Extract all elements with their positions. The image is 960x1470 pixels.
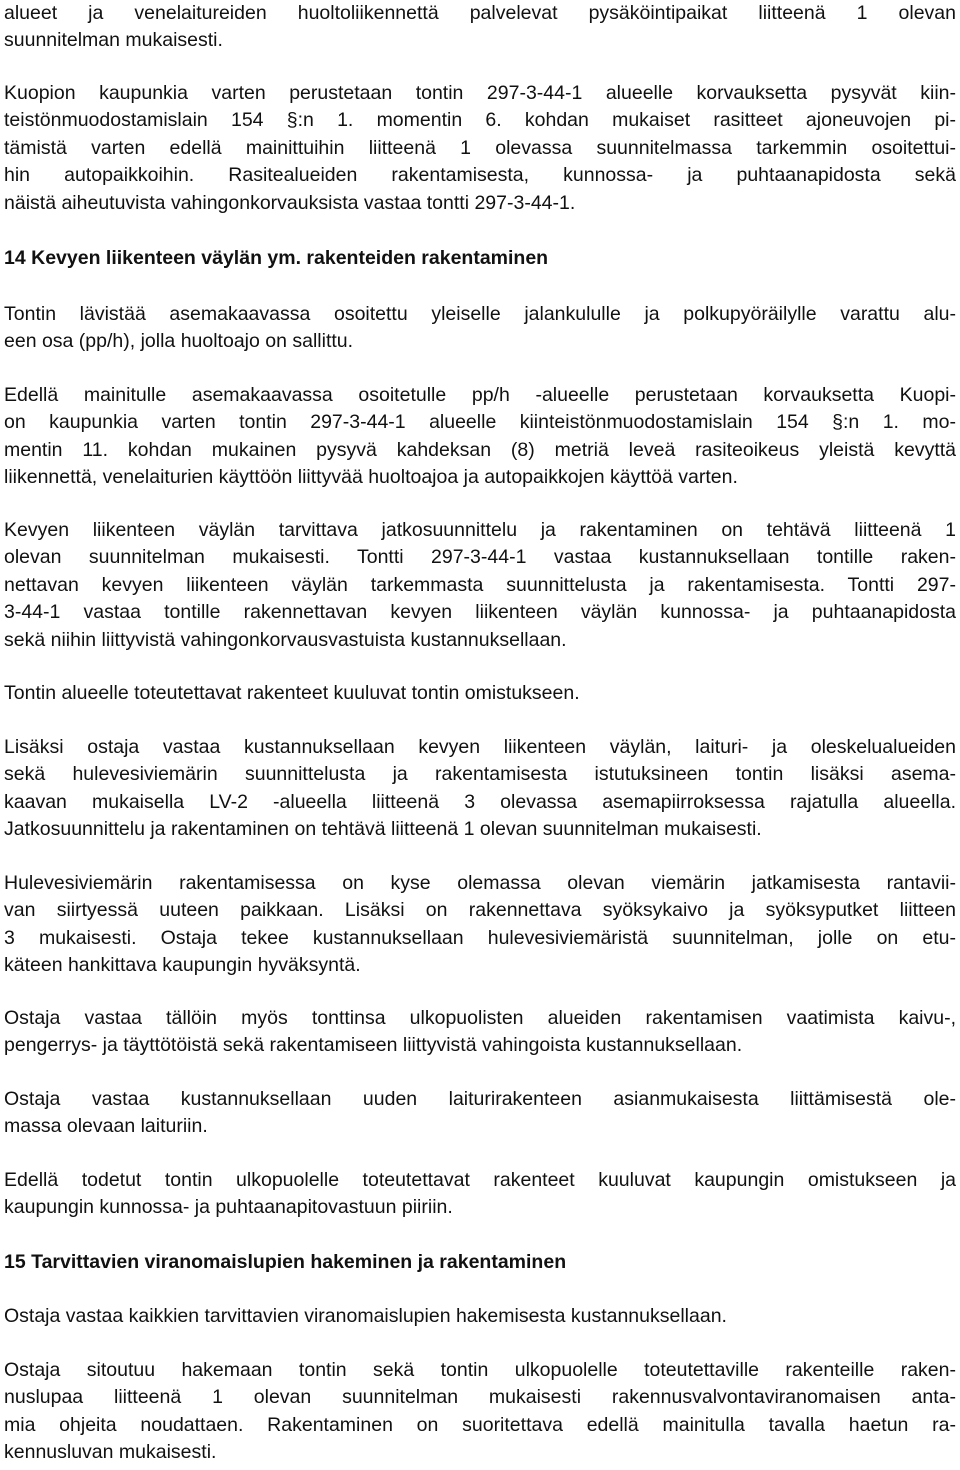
text-line: 3 mukaisesti. Ostaja tekee kustannuksellaan hulevesiviemäristä suunnitelman, jolle on etu- bbox=[4, 926, 956, 949]
heading-text: 14 Kevyen liikenteen väylän ym. rakenteiden rakentaminen bbox=[4, 247, 549, 269]
text-line: kennusluvan mukaisesti. bbox=[4, 1441, 217, 1464]
text-line: Jatkosuunnittelu ja rakentaminen on tehtävä liitteenä 1 olevan suunnitelman mukaisesti. bbox=[4, 818, 762, 841]
text-line: on kaupunkia varten tontin 297-3-44-1 alueelle kiinteistönmuodostamislain 154 §:n 1. mo- bbox=[4, 411, 956, 434]
paragraph-storm-sewer bbox=[4, 870, 956, 980]
text-line: tämistä varten edellä mainittuihin liitteenä 1 olevassa suunnitelmassa tarkemmin osoitettui- bbox=[4, 136, 956, 159]
text-line: Ostaja vastaa kustannuksellaan uuden laiturirakenteen asianmukaisesta liittämisestä ole- bbox=[4, 1088, 956, 1110]
text-line: suunnitelman mukaisesti. bbox=[4, 29, 223, 52]
paragraph-additional-works bbox=[4, 734, 956, 844]
text-line: teistönmuodostamislain 154 §:n 1. momentin 6. kohdan mukaiset rasitteet ajoneuvojen pi- bbox=[4, 109, 956, 132]
paragraph-city-ownership bbox=[4, 1167, 956, 1222]
text-line: Tontin alueelle toteutettavat rakenteet kuuluvat tontin omistukseen. bbox=[4, 682, 580, 704]
text-line: hin autopaikkoihin. Rasitealueiden rakentamisesta, kunnossa- ja puhtaanapidosta sekä bbox=[4, 164, 956, 187]
paragraph-ownership bbox=[4, 680, 956, 707]
paragraph-permits bbox=[4, 1303, 956, 1330]
paragraph-right-of-way bbox=[4, 382, 956, 492]
heading-text: 15 Tarvittavien viranomaislupien hakeminen ja rakentaminen bbox=[4, 1251, 567, 1273]
paragraph-parking-spaces bbox=[4, 0, 956, 55]
section-heading-15 bbox=[4, 1249, 956, 1276]
text-line: Edellä mainitulle asemakaavassa osoitetulle pp/h -alueelle perustetaan korvauksetta Kuopi- bbox=[4, 384, 956, 406]
text-line: Kuopion kaupunkia varten perustetaan tontin 297-3-44-1 alueelle korvauksetta pysyvät kiin- bbox=[4, 82, 956, 104]
text-line: Tontin lävistää asemakaavassa osoitettu yleiselle jalankululle ja polkupyöräilylle varattu alu- bbox=[4, 303, 956, 325]
text-line: kaupungin kunnossa- ja puhtaanapitovastuun piiriin. bbox=[4, 1196, 453, 1219]
text-line: van siirtyessä uuteen paikkaan. Lisäksi on rakennettava syöksykaivo ja syöksyputket liitteen bbox=[4, 899, 956, 922]
text-line: Lisäksi ostaja vastaa kustannuksellaan kevyen liikenteen väylän, laituri- ja oleskelualueiden bbox=[4, 736, 956, 758]
text-line: nettavan kevyen liikenteen väylän tarkemmasta suunnittelusta ja rakentamisesta. Tontti 297- bbox=[4, 573, 956, 596]
text-line: nuslupaa liitteenä 1 olevan suunnitelman mukaisesti rakennusvalvontaviranomaisen anta- bbox=[4, 1386, 956, 1409]
text-line: Ostaja vastaa kaikkien tarvittavien viranomaislupien hakemisesta kustannuksellaan. bbox=[4, 1305, 727, 1327]
text-line: Hulevesiviemärin rakentamisessa on kyse olemassa olevan viemärin jatkamisesta rantavii- bbox=[4, 872, 956, 894]
paragraph-pier-connection bbox=[4, 1086, 956, 1141]
paragraph-easements bbox=[4, 80, 956, 217]
paragraph-excavation bbox=[4, 1005, 956, 1060]
paragraph-pp-h-area bbox=[4, 301, 956, 356]
text-line: näistä aiheutuvista vahingonkorvauksista vastaa tontti 297-3-44-1. bbox=[4, 191, 576, 214]
text-line: käteen hankittava kaupungin hyväksyntä. bbox=[4, 954, 361, 977]
text-line: Kevyen liikenteen väylän tarvittava jatkosuunnittelu ja rakentaminen on tehtävä liitteenä 1 bbox=[4, 519, 956, 541]
text-line: Ostaja sitoutuu hakemaan tontin sekä tontin ulkopuolelle toteutettaville rakenteille raken- bbox=[4, 1359, 956, 1381]
text-line: massa olevaan laituriin. bbox=[4, 1115, 208, 1138]
text-line: liikennettä, venelaiturien käyttöön liittyvää huoltoajoa ja autopaikkojen käyttöä varten. bbox=[4, 466, 738, 489]
section-heading-14 bbox=[4, 245, 956, 272]
text-line: pengerrys- ja täyttötöistä sekä rakentamiseen liittyvistä vahingoista kustannuksellaan. bbox=[4, 1034, 743, 1057]
text-line: alueet ja venelaitureiden huoltoliikennettä palvelevat pysäköintipaikat liitteenä 1 olevan bbox=[4, 2, 956, 24]
text-line: Ostaja vastaa tällöin myös tonttinsa ulkopuolisten alueiden rakentamisen vaatimista kaivu-, bbox=[4, 1007, 956, 1029]
paragraph-pathway-planning bbox=[4, 517, 956, 654]
text-line: kaavan mukaisella LV-2 -alueella liitteenä 3 olevassa asemapiirroksessa rajatulla alueella. bbox=[4, 790, 956, 813]
text-line: mentin 11. kohdan mukainen pysyvä kahdeksan (8) metriä leveä rasiteoikeus yleistä kevyttä bbox=[4, 438, 956, 461]
text-line: olevan suunnitelman mukaisesti. Tontti 297-3-44-1 vastaa kustannuksellaan tontille raken- bbox=[4, 546, 956, 569]
text-line: sekä niihin liittyvistä vahingonkorvausvastuista kustannuksellaan. bbox=[4, 628, 567, 651]
text-line: mia ohjeita noudattaen. Rakentaminen on suoritettava edellä mainitulla tavalla haetun ra- bbox=[4, 1413, 956, 1436]
text-line: een osa (pp/h), jolla huoltoajo on sallittu. bbox=[4, 330, 354, 353]
text-line: 3-44-1 vastaa tontille rakennettavan kevyen liikenteen väylän kunnossa- ja puhtaanapidosta bbox=[4, 601, 956, 624]
paragraph-building-permit bbox=[4, 1357, 956, 1467]
text-line: sekä hulevesiviemärin suunnittelusta ja rakentamisesta istutuksineen tontin lisäksi asema- bbox=[4, 763, 956, 786]
text-line: Edellä todetut tontin ulkopuolelle toteutettavat rakenteet kuuluvat kaupungin omistukseen ja bbox=[4, 1169, 956, 1191]
